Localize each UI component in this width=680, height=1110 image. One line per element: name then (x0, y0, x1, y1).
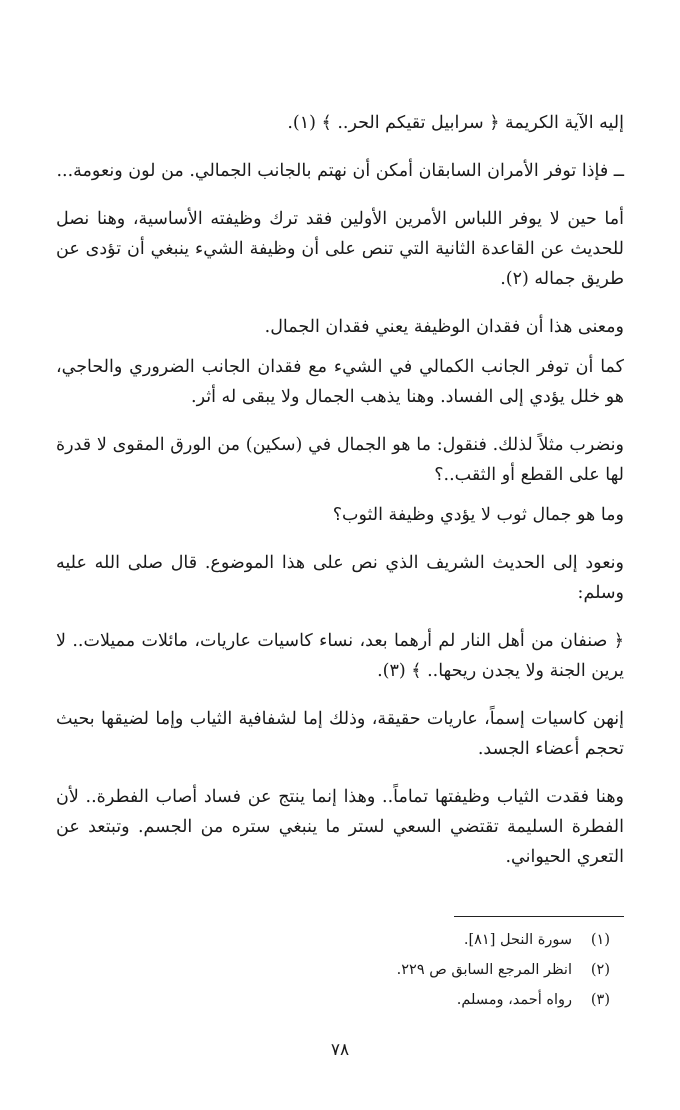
footnote-text: رواه أحمد، ومسلم. (456, 992, 572, 1008)
footnote-number: (١) (590, 932, 610, 948)
footnote-number: (٢) (590, 962, 610, 978)
footnote-text: انظر المرجع السابق ص ٢٢٩. (396, 962, 572, 978)
paragraph-garment-question: وما هو جمال ثوب لا يؤدي وظيفة الثوب؟ (332, 505, 624, 525)
paragraph-second-rule: أما حين لا يوفر اللباس الأمرين الأولين فقد ترك وظيفته الأساسية، وهنا نصل للحديث عن القاعدة الثانية التي تنص على أن وظيفة الشيء ينبغي أن تؤدى عن طريق جماله (٢). (56, 209, 624, 289)
paragraph-hadith-explanation: إنهن كاسيات إسماً، عاريات حقيقة، وذلك إما لشفافية الثياب وإما لضيقها بحيث تحجم أعضاء الجسد. (56, 709, 624, 759)
paragraph-hadith-intro: ونعود إلى الحديث الشريف الذي نص على هذا الموضوع. قال صلى الله عليه وسلم: (56, 553, 624, 603)
footnote-divider (454, 916, 624, 917)
paragraph-luxury-defect: كما أن توفر الجانب الكمالي في الشيء مع فقدان الجانب الضروري والحاجي، هو خلل يؤدي إلى الفساد. وهنا يذهب الجمال ولا يبقى له أثر. (56, 357, 624, 407)
footnote-item (56, 985, 624, 1015)
paragraph-verse-reference: إليه الآية الكريمة ﴿ سرابيل تقيكم الحر.. ﴾ (١). (287, 113, 624, 133)
footnotes (56, 916, 624, 1015)
page-number: ٧٨ (330, 1040, 350, 1060)
page-body (56, 108, 624, 890)
paragraph-hadith-quote: ﴿ صنفان من أهل النار لم أرهما بعد، نساء كاسيات عاريات، مائلات مميلات.. لا يرين الجنة ولا يجدن ريحها.. ﴾ (٣). (56, 631, 624, 681)
footnote-text: سورة النحل [٨١]. (463, 932, 572, 948)
footnote-item (56, 925, 624, 955)
footnote-item (56, 955, 624, 985)
paragraph-aesthetic-side: ــ فإذا توفر الأمران السابقان أمكن أن نهتم بالجانب الجمالي. من لون ونعومة... (56, 161, 624, 181)
paragraph-function-loss: ومعنى هذا أن فقدان الوظيفة يعني فقدان الجمال. (264, 317, 624, 337)
paragraph-knife-example: ونضرب مثلاً لذلك. فنقول: ما هو الجمال في (سكين) من الورق المقوى لا قدرة لها على القطع أو الثقب..؟ (56, 435, 624, 485)
footnote-number: (٣) (590, 992, 610, 1008)
paragraph-fitra-conclusion: وهنا فقدت الثياب وظيفتها تماماً.. وهذا إنما ينتج عن فساد أصاب الفطرة.. لأن الفطرة السليمة تقتضي السعي لستر ما ينبغي ستره من الجسم. وتبتعد عن التعري الحيواني. (56, 787, 624, 867)
